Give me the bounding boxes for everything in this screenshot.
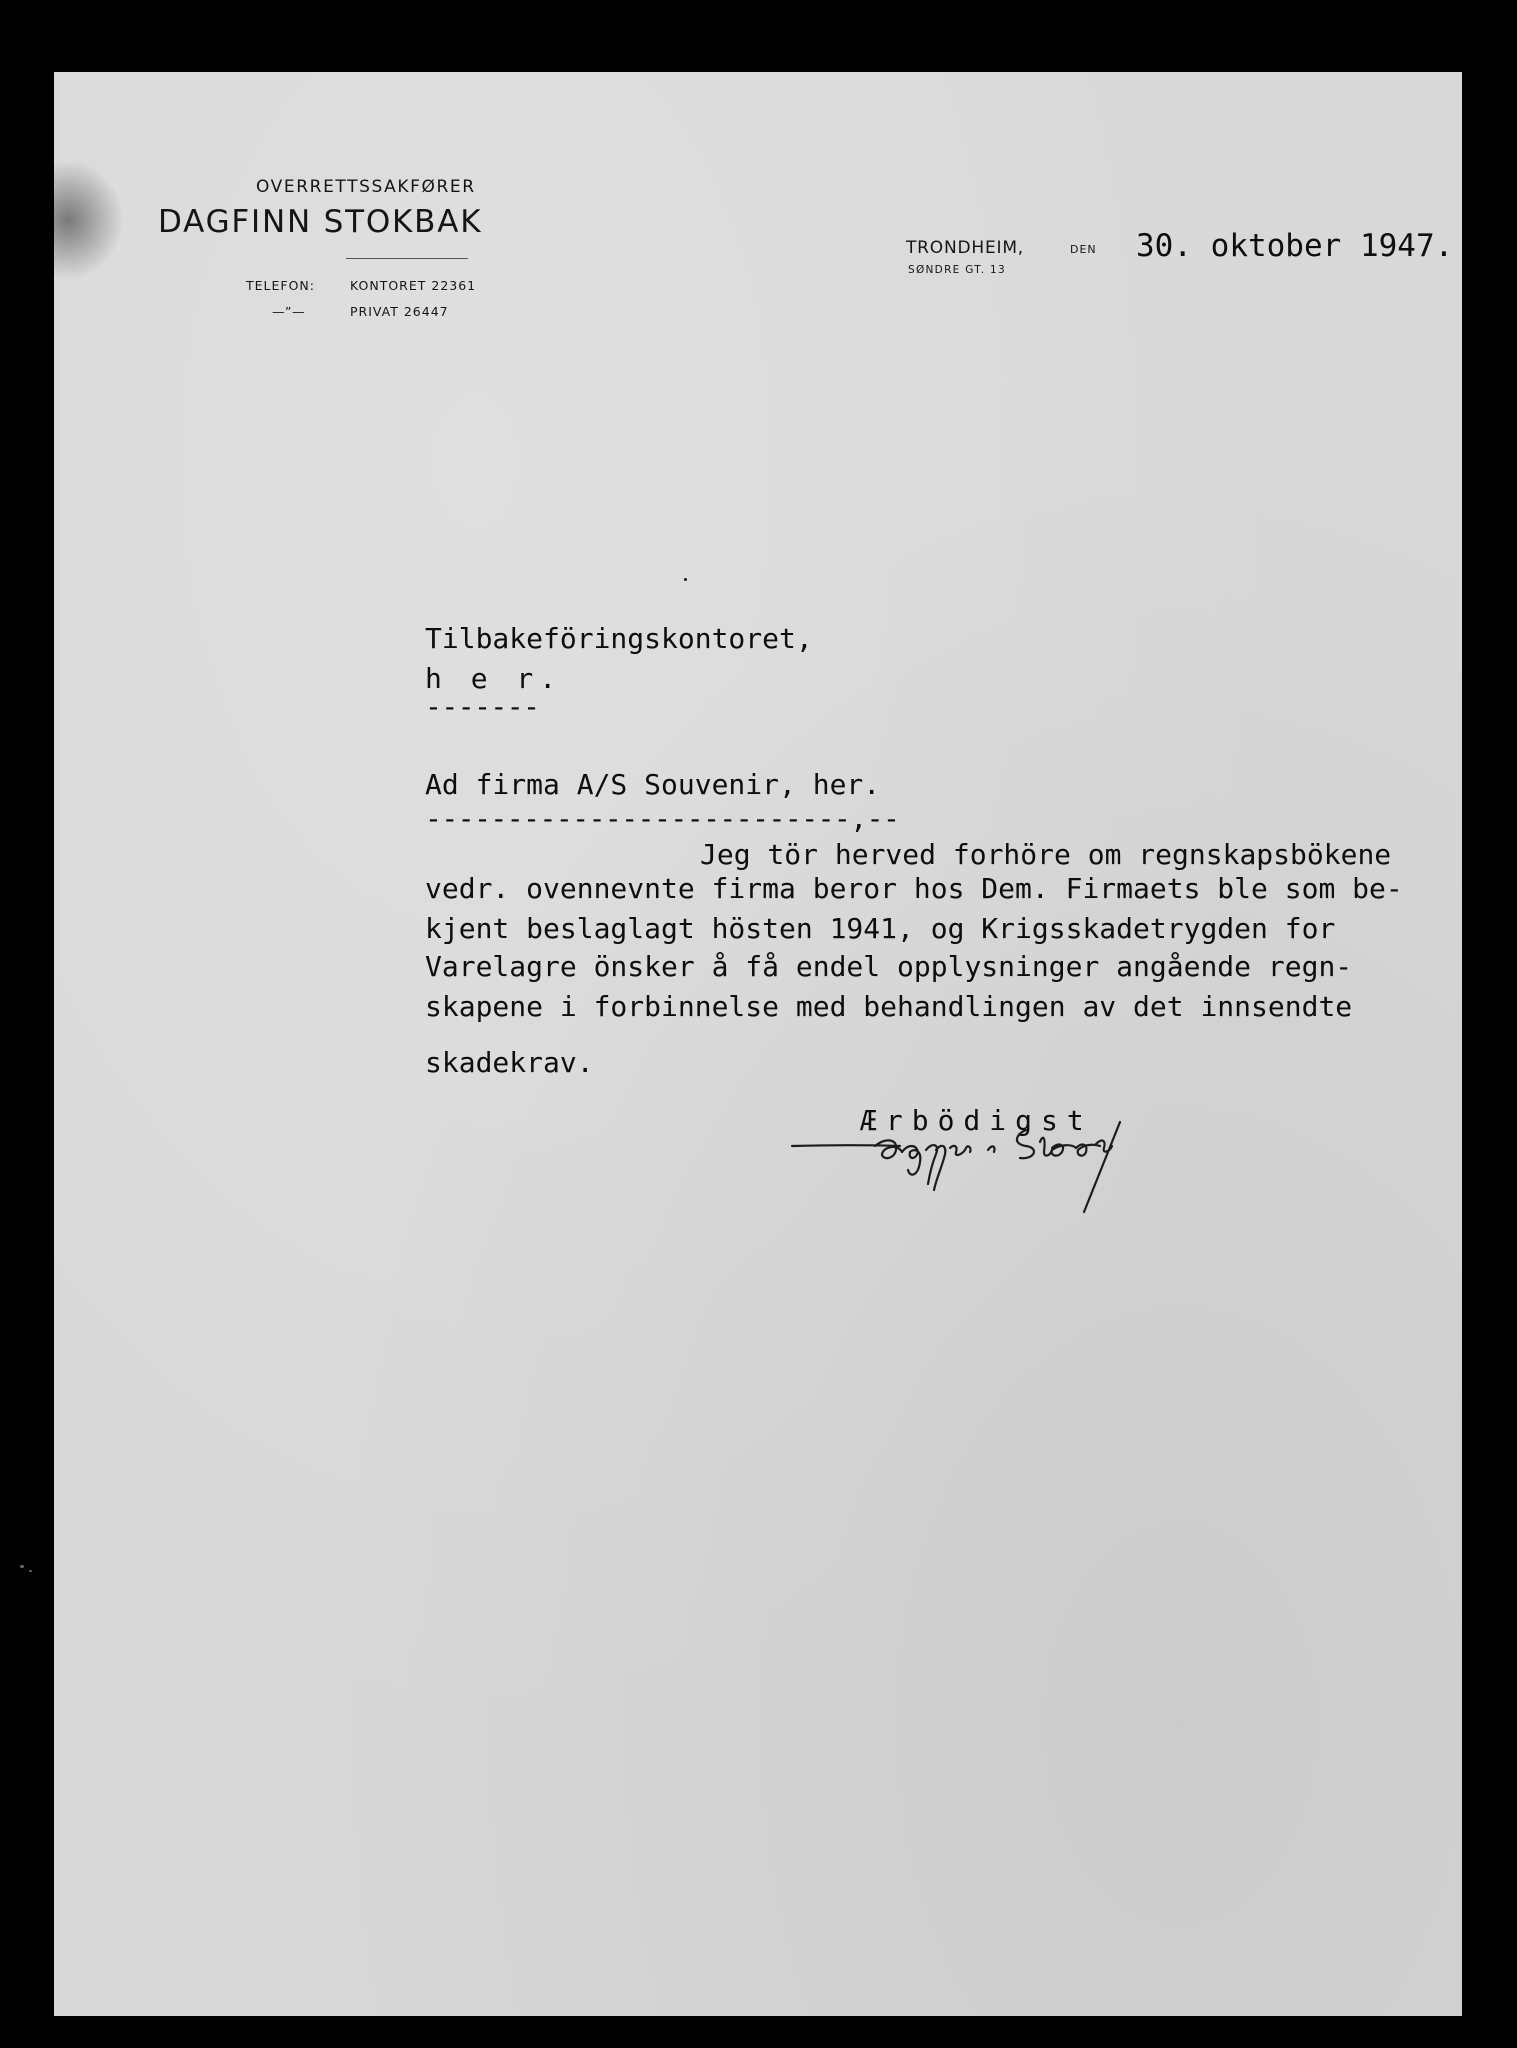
body-line: Varelagre önsker å få endel opplysninger angående regn- — [425, 950, 1353, 983]
body-line: Jeg tör herved forhöre om regnskapsbökene — [700, 838, 1392, 871]
subject-underline: --------------------------,-- — [425, 802, 900, 835]
body-line: skadekrav. — [425, 1046, 594, 1079]
telefon-label: TELEFON: — [246, 278, 315, 293]
letterhead-address: SØNDRE GT. 13 — [908, 264, 1007, 276]
scan-speck — [20, 1565, 24, 1568]
body-line: skapene i forbinnelse med behandlingen av det innsendte — [425, 990, 1353, 1023]
telefon-ditto-mark: —”— — [272, 304, 305, 319]
letter-date: 30. oktober 1947. — [1136, 228, 1454, 264]
letterhead-name: DAGFINN STOKBAK — [158, 204, 483, 240]
body-line: vedr. ovennevnte firma beror hos Dem. Firmaets ble som be- — [425, 872, 1403, 905]
subject-line: Ad firma A/S Souvenir, her. — [425, 768, 881, 801]
scan-speck — [29, 1570, 32, 1572]
paper-speck — [684, 578, 687, 581]
letterhead-city: TRONDHEIM, — [906, 238, 1024, 258]
letterhead-title: OVERRETTSSAKFØRER — [256, 177, 476, 197]
page-shadow — [54, 160, 124, 280]
letterhead-den: DEN — [1070, 243, 1097, 256]
closing-salutation: Ærbödigst — [860, 1104, 1093, 1137]
letterhead-rule — [346, 258, 468, 259]
recipient-name: Tilbakeföringskontoret, — [425, 622, 813, 655]
telefon-kontoret: KONTORET 22361 — [350, 278, 477, 293]
body-line: kjent beslaglagt hösten 1941, og Krigsskadetrygden for — [425, 912, 1336, 945]
recipient-underline: ------- — [425, 690, 540, 723]
recipient-location: h e r. — [425, 662, 563, 695]
handwritten-signature — [790, 1108, 1190, 1218]
letter-page — [54, 72, 1462, 2016]
telefon-privat: PRIVAT 26447 — [350, 304, 449, 319]
